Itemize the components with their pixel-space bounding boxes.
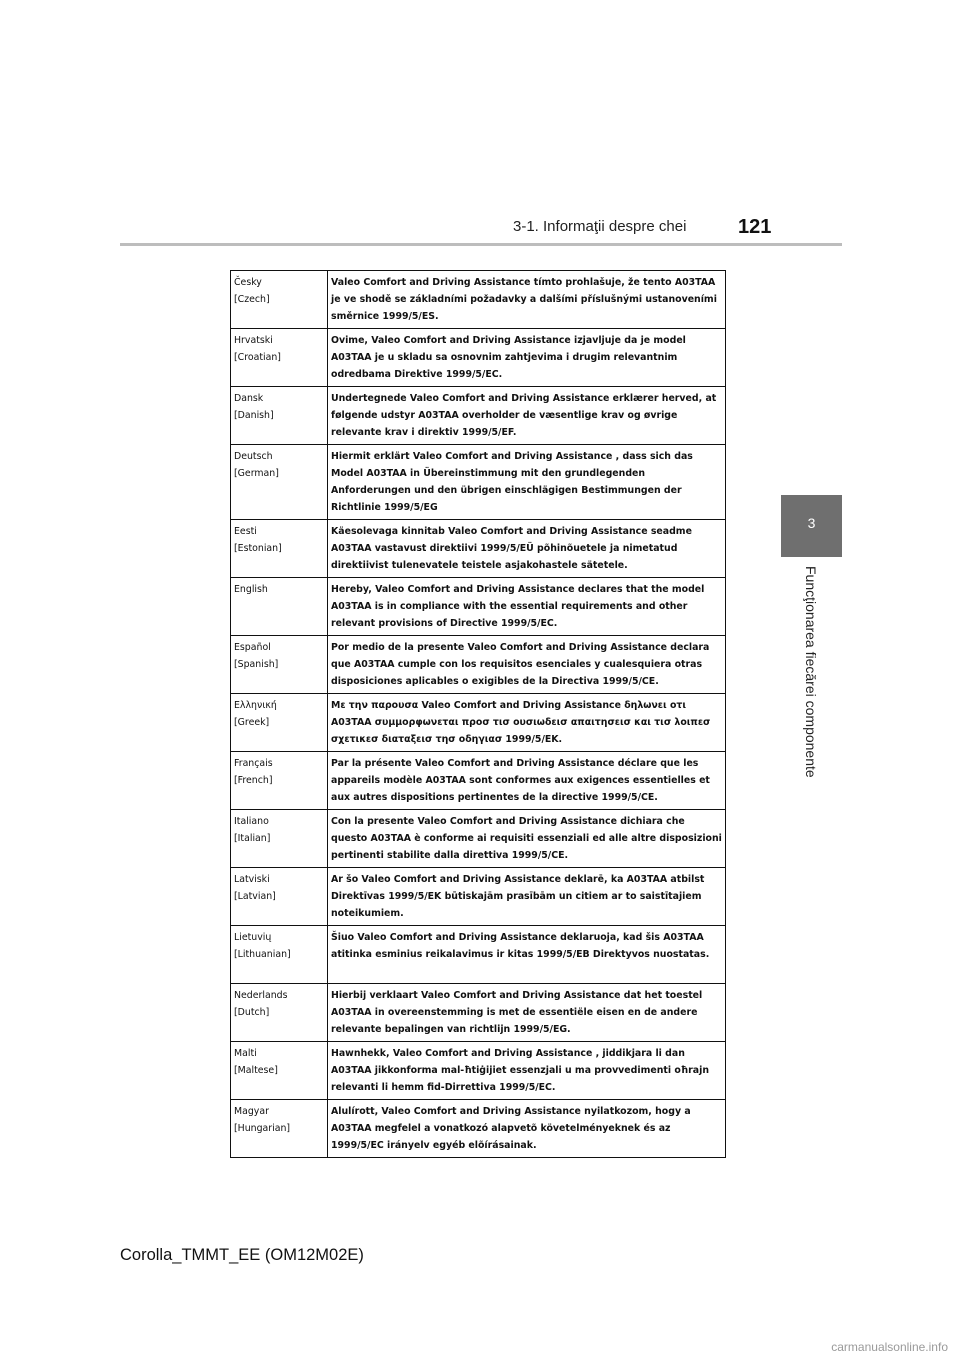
declaration-text: Valeo Comfort and Driving Assistance tímto prohlašuje, že tento A03TAA je ve shodě se základními požadavky a dalšími příslušnými ustanoveními směrnice 1999/5/ES. xyxy=(328,271,726,329)
declaration-text: Šiuo Valeo Comfort and Driving Assistance deklaruoja, kad šis A03TAA atitinka esminius reikalavimus ir kitas 1999/5/EB Direktyvos nuostatas. xyxy=(328,926,726,984)
language-cell xyxy=(231,271,328,329)
declaration-text: Ar šo Valeo Comfort and Driving Assistance deklarē, ka A03TAA atbilst Direktīvas 1999/5/EK būtiskajām prasībām un citiem ar to saistītajiem noteikumiem. xyxy=(328,868,726,926)
language-name: Dansk xyxy=(234,393,264,404)
language-name: Ελληνική xyxy=(234,700,277,711)
language-name: Malti xyxy=(234,1048,257,1059)
declaration-row xyxy=(231,445,726,520)
language-cell xyxy=(231,445,328,520)
declaration-text: Hierbij verklaart Valeo Comfort and Driving Assistance dat het toestel A03TAA in overeenstemming is met de essentiële eisen en de andere relevante bepalingen van richtlijn 1999/5/EG. xyxy=(328,984,726,1042)
declaration-row xyxy=(231,810,726,868)
language-name: Latviski xyxy=(234,874,270,885)
language-english-name: [Spanish] xyxy=(234,659,279,670)
language-name: Español xyxy=(234,642,271,653)
language-name: Magyar xyxy=(234,1106,269,1117)
language-english-name: [Hungarian] xyxy=(234,1123,291,1134)
declaration-text: Hereby, Valeo Comfort and Driving Assistance declares that the model A03TAA is in compliance with the essential requirements and other relevant provisions of Directive 1999/5/EC. xyxy=(328,578,726,636)
declaration-row xyxy=(231,752,726,810)
watermark[interactable]: carmanualsonline.info xyxy=(831,1340,948,1354)
language-name: Lietuvių xyxy=(234,932,272,943)
language-name: Nederlands xyxy=(234,990,288,1001)
declaration-text: Undertegnede Valeo Comfort and Driving Assistance erklærer herved, at følgende udstyr A03TAA overholder de væsentlige krav og øvrige relevante krav i direktiv 1999/5/EF. xyxy=(328,387,726,445)
language-cell xyxy=(231,520,328,578)
language-english-name: [Latvian] xyxy=(234,891,276,902)
declaration-row xyxy=(231,578,726,636)
declaration-row xyxy=(231,636,726,694)
chapter-number: 3 xyxy=(807,515,816,531)
declaration-row xyxy=(231,694,726,752)
section-title: 3-1. Informaţii despre chei xyxy=(513,218,687,235)
language-cell xyxy=(231,1100,328,1158)
declaration-row xyxy=(231,1042,726,1100)
language-english-name: [Italian] xyxy=(234,833,271,844)
language-cell xyxy=(231,984,328,1042)
declaration-row xyxy=(231,520,726,578)
declaration-text: Hawnhekk, Valeo Comfort and Driving Assistance , jiddikjara li dan A03TAA jikkonforma mal-ħtiġijiet essenzjali u ma provvedimenti oħrajn relevanti li hemm fid-Dirrettiva 1999/5/EC. xyxy=(328,1042,726,1100)
declaration-text: Hiermit erklärt Valeo Comfort and Driving Assistance , dass sich das Model A03TAA in Übereinstimmung mit den grundlegenden Anforderungen und den übrigen einschlägigen Bestimmungen der Richtlinie 1999/5/EG xyxy=(328,445,726,520)
language-english-name: [French] xyxy=(234,775,273,786)
declaration-row xyxy=(231,984,726,1042)
language-name: English xyxy=(234,584,268,595)
language-name: Eesti xyxy=(234,526,257,537)
language-name: Deutsch xyxy=(234,451,273,462)
header-divider xyxy=(120,243,842,246)
language-cell xyxy=(231,694,328,752)
language-cell xyxy=(231,636,328,694)
declaration-row xyxy=(231,926,726,984)
page-number: 121 xyxy=(738,216,772,238)
language-cell xyxy=(231,868,328,926)
footer-model-code: Corolla_TMMT_EE (OM12M02E) xyxy=(120,1246,364,1264)
declaration-row xyxy=(231,329,726,387)
chapter-title: Funcţionarea fiecărei componente xyxy=(803,566,819,778)
language-cell xyxy=(231,1042,328,1100)
declaration-text: Por medio de la presente Valeo Comfort and Driving Assistance declara que A03TAA cumple con los requisitos esenciales y cualesquiera otras disposiciones aplicables o exigibles de la Directiva 1999/5/CE. xyxy=(328,636,726,694)
declaration-text: Με την παρουσα Valeo Comfort and Driving Assistance δηλωνει οτι A03TAA συμμορφωνεται προσ τισ ουσιωδεισ απαιτησεισ και τισ λοιπεσ σχετικεσ διαταξεισ τησ οδηγιασ 1999/5/ΕΚ. xyxy=(328,694,726,752)
declaration-text: Ovime, Valeo Comfort and Driving Assistance izjavljuje da je model A03TAA je u skladu sa osnovnim zahtjevima i drugim relevantnim odredbama Direktive 1999/5/EC. xyxy=(328,329,726,387)
language-english-name: [Dutch] xyxy=(234,1007,270,1018)
language-name: Français xyxy=(234,758,273,769)
declaration-table xyxy=(230,270,726,1158)
declaration-row xyxy=(231,868,726,926)
language-english-name: [Estonian] xyxy=(234,543,282,554)
language-cell xyxy=(231,926,328,984)
language-english-name: [Greek] xyxy=(234,717,270,728)
language-name: Hrvatski xyxy=(234,335,273,346)
language-english-name: [Maltese] xyxy=(234,1065,278,1076)
language-cell xyxy=(231,578,328,636)
declaration-table-body xyxy=(231,271,726,1158)
language-english-name: [Croatian] xyxy=(234,352,281,363)
language-cell xyxy=(231,387,328,445)
declaration-text: Käesolevaga kinnitab Valeo Comfort and Driving Assistance seadme A03TAA vastavust direktiivi 1999/5/EÜ põhinõuetele ja nimetatud direktiivist tulenevatele teistele asjakohastele sätetele. xyxy=(328,520,726,578)
declaration-text: Par la présente Valeo Comfort and Driving Assistance déclare que les appareils modèle A03TAA sont conformes aux exigences essentielles et aux autres dispositions pertinentes de la directive 1999/5/CE. xyxy=(328,752,726,810)
language-cell xyxy=(231,329,328,387)
language-name: Česky xyxy=(234,277,262,288)
language-name: Italiano xyxy=(234,816,269,827)
language-english-name: [Lithuanian] xyxy=(234,949,291,960)
language-cell xyxy=(231,810,328,868)
declaration-row xyxy=(231,1100,726,1158)
declaration-row xyxy=(231,387,726,445)
language-english-name: [Czech] xyxy=(234,294,270,305)
chapter-tab xyxy=(781,495,842,557)
language-cell xyxy=(231,752,328,810)
declaration-text: Alulírott, Valeo Comfort and Driving Assistance nyilatkozom, hogy a A03TAA megfelel a vonatkozó alapvetõ követelményeknek és az 1999/5/EC irányelv egyéb elõírásainak. xyxy=(328,1100,726,1158)
declaration-text: Con la presente Valeo Comfort and Driving Assistance dichiara che questo A03TAA è conforme ai requisiti essenziali ed alle altre disposizioni pertinenti stabilite dalla direttiva 1999/5/CE. xyxy=(328,810,726,868)
language-english-name: [German] xyxy=(234,468,279,479)
declaration-row xyxy=(231,271,726,329)
language-english-name: [Danish] xyxy=(234,410,274,421)
